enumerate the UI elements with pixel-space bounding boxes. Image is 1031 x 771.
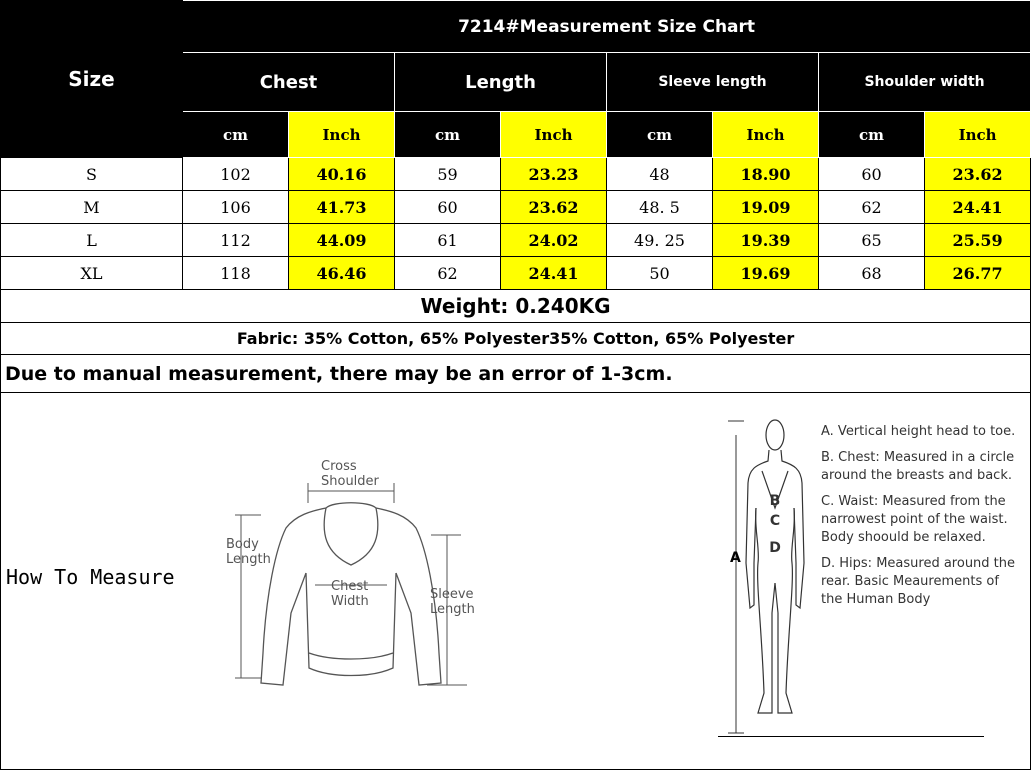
cross-shoulder-label: Shoulder <box>321 474 379 489</box>
body-length-label: Body <box>226 537 259 552</box>
cell-value: 62 <box>395 257 501 290</box>
cross-shoulder-label: Cross <box>321 459 357 474</box>
note-c: C. Waist: Measured from the narrowest point of the waist. Body shoould be relaxed. <box>821 494 1008 545</box>
how-to-measure-section <box>0 393 1031 770</box>
unit-cm: cm <box>395 112 501 158</box>
cell-value: 46.46 <box>289 257 395 290</box>
note-d: D. Hips: Measured around the rear. Basic Meaurements of the Human Body <box>821 556 1016 607</box>
chest-width-label: Width <box>331 594 369 609</box>
table-row <box>1 224 1031 257</box>
cell-value: 19.09 <box>713 191 819 224</box>
cell-value: 19.69 <box>713 257 819 290</box>
cell-value: 48 <box>607 158 713 191</box>
cell-value: 19.39 <box>713 224 819 257</box>
cell-value: 50 <box>607 257 713 290</box>
table-row <box>1 158 1031 191</box>
group-shoulder-width: Shoulder width <box>819 53 1031 112</box>
letter-b: B <box>769 493 781 509</box>
cell-value: 23.62 <box>925 158 1031 191</box>
group-length: Length <box>395 53 607 112</box>
cell-value: 24.41 <box>501 257 607 290</box>
cell-value: 112 <box>183 224 289 257</box>
body-length-label: Length <box>226 552 271 567</box>
measurement-note: Due to manual measurement, there may be an error of 1-3cm. <box>1 355 1031 393</box>
table-row <box>1 191 1031 224</box>
chart-title: 7214#Measurement Size Chart <box>183 1 1031 53</box>
unit-cm: cm <box>183 112 289 158</box>
sleeve-length-label: Length <box>430 602 475 617</box>
fabric-text: Fabric: 35% Cotton, 65% Polyester35% Cotton, 65% Polyester <box>1 323 1031 355</box>
size-label: M <box>1 191 183 224</box>
cell-value: 102 <box>183 158 289 191</box>
table-row <box>1 257 1031 290</box>
size-label: L <box>1 224 183 257</box>
size-label: XL <box>1 257 183 290</box>
cell-value: 118 <box>183 257 289 290</box>
cell-value: 59 <box>395 158 501 191</box>
sweater-diagram <box>221 453 481 693</box>
body-figure-diagram <box>716 413 826 743</box>
letter-a: A <box>730 550 741 566</box>
cell-value: 60 <box>395 191 501 224</box>
cell-value: 25.59 <box>925 224 1031 257</box>
unit-inch: Inch <box>925 112 1031 158</box>
weight-text: Weight: 0.240KG <box>1 290 1031 323</box>
unit-inch: Inch <box>713 112 819 158</box>
cell-value: 68 <box>819 257 925 290</box>
note-a: A. Vertical height head to toe. <box>821 424 1016 439</box>
unit-cm: cm <box>607 112 713 158</box>
size-header: Size <box>1 1 183 158</box>
cell-value: 23.23 <box>501 158 607 191</box>
cell-value: 44.09 <box>289 224 395 257</box>
cell-value: 65 <box>819 224 925 257</box>
cell-value: 18.90 <box>713 158 819 191</box>
group-sleeve-length: Sleeve length <box>607 53 819 112</box>
cell-value: 106 <box>183 191 289 224</box>
body-notes <box>821 423 1021 617</box>
chest-width-label: Chest <box>331 579 369 594</box>
unit-cm: cm <box>819 112 925 158</box>
sleeve-length-label: Sleeve <box>430 587 474 602</box>
cell-value: 23.62 <box>501 191 607 224</box>
cell-value: 41.73 <box>289 191 395 224</box>
cell-value: 49. 25 <box>607 224 713 257</box>
cell-value: 60 <box>819 158 925 191</box>
letter-d: D <box>769 540 781 556</box>
unit-inch: Inch <box>289 112 395 158</box>
cell-value: 24.41 <box>925 191 1031 224</box>
divider-line <box>718 736 984 737</box>
cell-value: 61 <box>395 224 501 257</box>
cell-value: 40.16 <box>289 158 395 191</box>
letter-c: C <box>769 513 781 529</box>
cell-value: 48. 5 <box>607 191 713 224</box>
cell-value: 24.02 <box>501 224 607 257</box>
size-label: S <box>1 158 183 191</box>
cell-value: 62 <box>819 191 925 224</box>
group-chest: Chest <box>183 53 395 112</box>
unit-inch: Inch <box>501 112 607 158</box>
how-to-measure-label: How To Measure <box>6 565 175 589</box>
cell-value: 26.77 <box>925 257 1031 290</box>
note-b: B. Chest: Measured in a circle around the breasts and back. <box>821 450 1015 483</box>
